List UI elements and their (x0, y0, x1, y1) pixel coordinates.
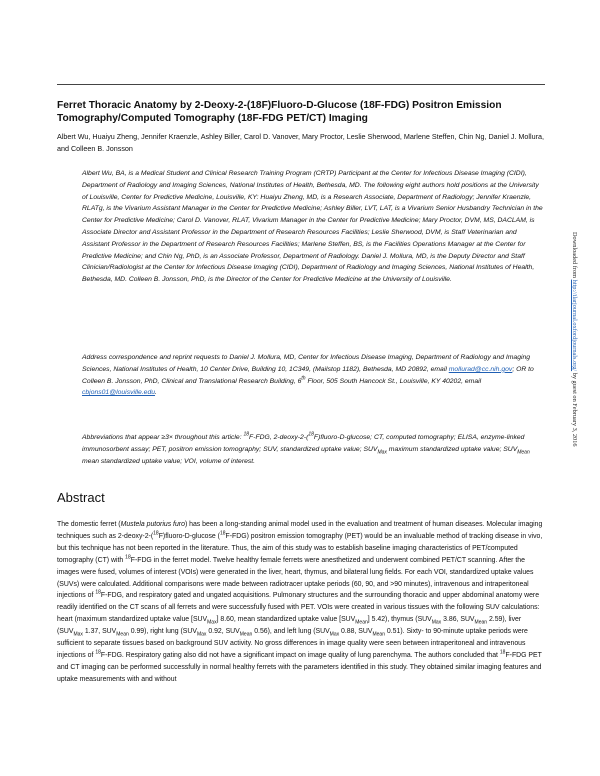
sub-max: Max (329, 631, 340, 638)
sup-18: 18 (243, 431, 250, 438)
journal-url-link[interactable]: http://ilarjournal.oxfordjournals.org/ (571, 279, 578, 372)
sup-18: 18 (219, 530, 226, 537)
sup-18: 18 (153, 530, 159, 537)
abstract-text: F-FDG PET and CT imaging can be performed successfully in normal healthy ferrets with the parameters identified in this study. They obtained similar imaging features and uptake measurements with and without (57, 651, 542, 683)
abstract-text: 3.86, SUV (443, 616, 475, 624)
abstract-text: F)fluoro-D-glucose ( (158, 532, 220, 540)
sub-mean: Mean (517, 449, 530, 456)
sub-mean: Mean (116, 631, 129, 638)
abstract-text: 0.99), right lung (SUV (130, 628, 197, 636)
correspondence-text-d: . (155, 389, 157, 397)
sub-mean: Mean (355, 619, 368, 626)
abstract-body (57, 519, 545, 686)
abbr-text: F-FDG, 2-deoxy-2-( (249, 434, 309, 441)
email-link-mollura[interactable]: mollurad@cc.nih.gov (448, 365, 513, 373)
abstract-text: 0.56), and left lung (SUV (254, 628, 330, 636)
abstract-text: 0.51). Sixty- to 90-minute uptake periods were sufficient to separate tissues based on background SUV activity. No gross differences in image quality were seen between intraperitoneal and intravenous injections of (57, 628, 528, 659)
sub-mean: Mean (239, 631, 253, 638)
abstract-text: F-FDG. Respiratory gating also did not have a significant impact on image quality of lung parenchyma. The authors concluded that (100, 651, 498, 659)
abstract-text: ] 8.60, mean standardized uptake value [SUV (216, 616, 356, 624)
sup-18: 18 (95, 649, 101, 656)
abstract-text: 0.88, SUV (341, 628, 373, 636)
download-sidebar (573, 232, 583, 520)
download-suffix: by guest on February 3, 2016 (571, 372, 578, 447)
abbr-text: mean standardized uptake value; VOI, volume of interest. (82, 457, 256, 465)
superscript-th: th (301, 375, 306, 382)
article-title: Ferret Thoracic Anatomy by 2-Deoxy-2-(18F)Fluoro-D-Glucose (18F-FDG) Positron Emission Tomography/Computed Tomography (18F-FDG PET/CT) Imaging (57, 100, 502, 124)
abstract-text: F-FDG) positron emission tomography (PET) would be an invaluable method of tracking disease in vivo, but this technique has not been reported in the literature. Thus, the aim of this study was to establish baseline imaging characteristics of PET/computed tomography (CT) with (57, 532, 543, 564)
abbr-text: F)fluoro-D-glucose; CT, computed tomography; ELISA, enzyme-linked immunosorbent assay; PET, positron emission tomography; SUV, standardized uptake value; SUV (82, 434, 525, 453)
sub-mean: Mean (474, 619, 488, 626)
abstract-text: F-FDG, and respiratory gated and ungated acquisitions. Pulmonary structures and the surrounding thoracic and upper abdominal anatomy were readily identified on the CT scans of all ferrets and were successfully fused with PET. VOIs were created in various tissues with the following SUV calculations: heart (maximum standardized uptake value [SUV (57, 592, 540, 624)
sub-max: Max (73, 631, 83, 638)
sub-mean: Mean (372, 631, 385, 638)
abstract-text: ) has been a long-standing animal model used in the evaluation and treatment of human diseases. Molecular imaging techniques such as 2-deoxy-2-( (57, 521, 543, 540)
abbreviations-block (82, 432, 544, 467)
top-rule (57, 84, 545, 85)
abstract-text: 0.92, SUV (208, 628, 240, 636)
abbr-text: maximum standardized uptake value; SUV (388, 445, 518, 453)
author-list: Albert Wu, Huaiyu Zheng, Jennifer Kraenzle, Ashley Biller, Carol D. Vanover, Mary Proctor, Leslie Sherwood, Marlene Steffen, Chin Ng, Daniel J. Mollura, and Colleen B. Jonsson (57, 132, 544, 153)
sup-18: 18 (95, 590, 101, 597)
abstract-text: ] 5.42), thymus (SUV (367, 616, 432, 624)
sub-max: Max (431, 619, 442, 626)
sub-max: Max (207, 619, 217, 626)
correspondence-text-b: ; OR to Colleen B. Jonsson, PhD, Clinical and Translational Research Building, 6 (82, 365, 534, 385)
abstract-text: F-FDG in the ferret model. Twelve healthy female ferrets were anesthetized and underwent combined PET/CT scanning. After the images were fused, volumes of interest (VOIs) were generated in the liver, heart, thymus, and bilateral lung fields. For each VOI, standardized uptake values (SUVs) were calculated. Additional comparisons were made between radiotracer uptake periods (60, 90, and >90 minutes), intravenous and intraperitoneal injections of (57, 556, 534, 600)
abbreviations-lead: Abbreviations that appear ≥3× throughout this article: (82, 434, 242, 441)
sup-18: 18 (125, 554, 131, 561)
abstract-text: The domestic ferret ( (57, 521, 121, 528)
sup-18: 18 (499, 649, 506, 656)
author-affiliations: Albert Wu, BA, is a Medical Student and Clinical Research Training Program (CRTP) Participant at the Center for Infectious Disease Imaging (CIDI), Department of Radiology and Imaging Sciences, National Institutes of Health, Bethesda, MD. The following eight authors hold positions at the University of Louisville, Center for Predictive Medicine, Louisville, KY: Huaiyu Zheng, MD, is a Research Associate, Department of Radiology; Jennifer Kraenzle, RLATg, is the Vivarium Assistant Manager in the Center for Predictive Medicine; Ashley Biller, LVT, LAT, is a Vivarium Senior Husbandry Technician in the Center for Predictive Medicine; Carol D. Vanover, RLAT, Vivarium Manager in the Center for Predictive Medicine; Mary Proctor, DVM, MS, DACLAM, is Associate Director and Assistant Professor in the Department of Research Resources Facilities; Leslie Sherwood, DVM, is Staff Veterinarian and Assistant Professor in the Department of Research Resources Facilities; Marlene Steffen, BS, is the Facilities Operations Manager at the Center for Predictive Medicine; and Chin Ng, PhD, is an Associate Professor, Department of Radiology. Daniel J. Mollura, MD, is the Deputy Director and Staff Clinician/Radiologist at the Center for Infectious Disease Imaging (CIDI), Department of Radiology and Imaging Sciences, National Institutes of Health, Bethesda, MD. Colleen B. Jonsson, PhD, is the Director of the Center for Predictive Medicine at the University of Louisville. (82, 170, 543, 284)
download-prefix: Downloaded from (571, 232, 578, 278)
abstract-text: 1.37, SUV (84, 628, 117, 636)
sub-max: Max (377, 449, 387, 456)
abstract-heading: Abstract (57, 490, 105, 505)
correspondence-text-c: Floor, 505 South Hancock St., Louisville, KY 40202, email (307, 377, 482, 385)
download-notice (571, 232, 578, 447)
sub-max: Max (196, 631, 207, 638)
abstract-text: 2.59), liver (SUV (57, 616, 522, 636)
correspondence-text-a: Address correspondence and reprint requests to Daniel J. Mollura, MD, Center for Infectious Disease Imaging, Department of Radiology and Imaging Sciences, National Institutes of Health, 10 Center Drive, Building 10, 1C349, (Mailstop 1182), Bethesda, MD 20892, email (82, 354, 531, 373)
correspondence-block (82, 352, 544, 399)
sup-18: 18 (308, 431, 314, 438)
species-name: Mustela putorius furo (120, 521, 185, 528)
email-link-jonsson[interactable]: cbjons01@louisville.edu (82, 389, 156, 397)
